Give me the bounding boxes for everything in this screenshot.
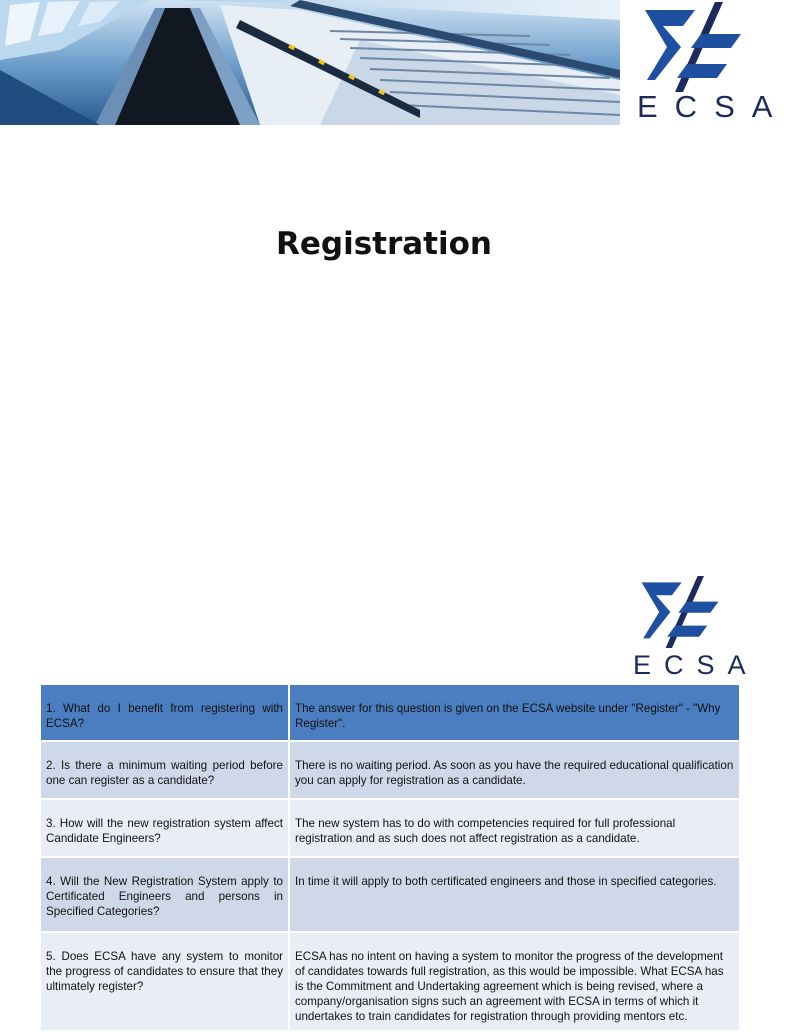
ecsa-logo [620, 0, 789, 125]
faq-answer: The answer for this question is given on the ECSA website under "Register" - "Why Register". [290, 685, 739, 740]
ecsa-logo-icon [642, 2, 744, 92]
faq-answer: There is no waiting period. As soon as you have the required educational qualification you can apply for registration as a candidate. [290, 742, 739, 798]
faq-question: 2. Is there a minimum waiting period before one can register as a candidate? [41, 742, 288, 798]
faq-question: 1. What do I benefit from registering with ECSA? [41, 685, 288, 740]
faq-question: 5. Does ECSA have any system to monitor the progress of candidates to ensure that they ultimately register? [41, 933, 288, 1030]
faq-question: 4. Will the New Registration System apply to Certificated Engineers and persons in Specified Categories? [41, 858, 288, 931]
faq-table [39, 683, 741, 1032]
faq-question: 3. How will the new registration system affect Candidate Engineers? [41, 800, 288, 856]
table-row [41, 685, 739, 740]
ecsa-logo-text: ECSA [637, 89, 789, 124]
slide-title: Registration [275, 226, 492, 262]
table-row [41, 933, 739, 1030]
table-row [41, 800, 739, 856]
faq-answer: The new system has to do with competencies required for full professional registration and as such does not affect registration as a candidate. [290, 800, 739, 856]
ecsa-logo [620, 576, 759, 680]
faq-answer: In time it will apply to both certificated engineers and those in specified categories. [290, 858, 739, 931]
ecsa-logo-icon [638, 576, 722, 648]
faq-slide [0, 576, 768, 1024]
faq-answer: ECSA has no intent on having a system to monitor the progress of the development of candidates towards full registration, as this would be impossible. What ECSA has is the Commitment and Undertaking agreement which is being revised, where a company/organisation signs such an agreement with ECSA in terms of which it undertakes to train candidates for registration through providing mentors etc. [290, 933, 739, 1030]
table-row [41, 858, 739, 931]
ecsa-logo-text: ECSA [633, 650, 759, 680]
escalator-banner-image [0, 0, 620, 125]
table-row [41, 742, 739, 798]
escalator-photo [0, 0, 620, 125]
